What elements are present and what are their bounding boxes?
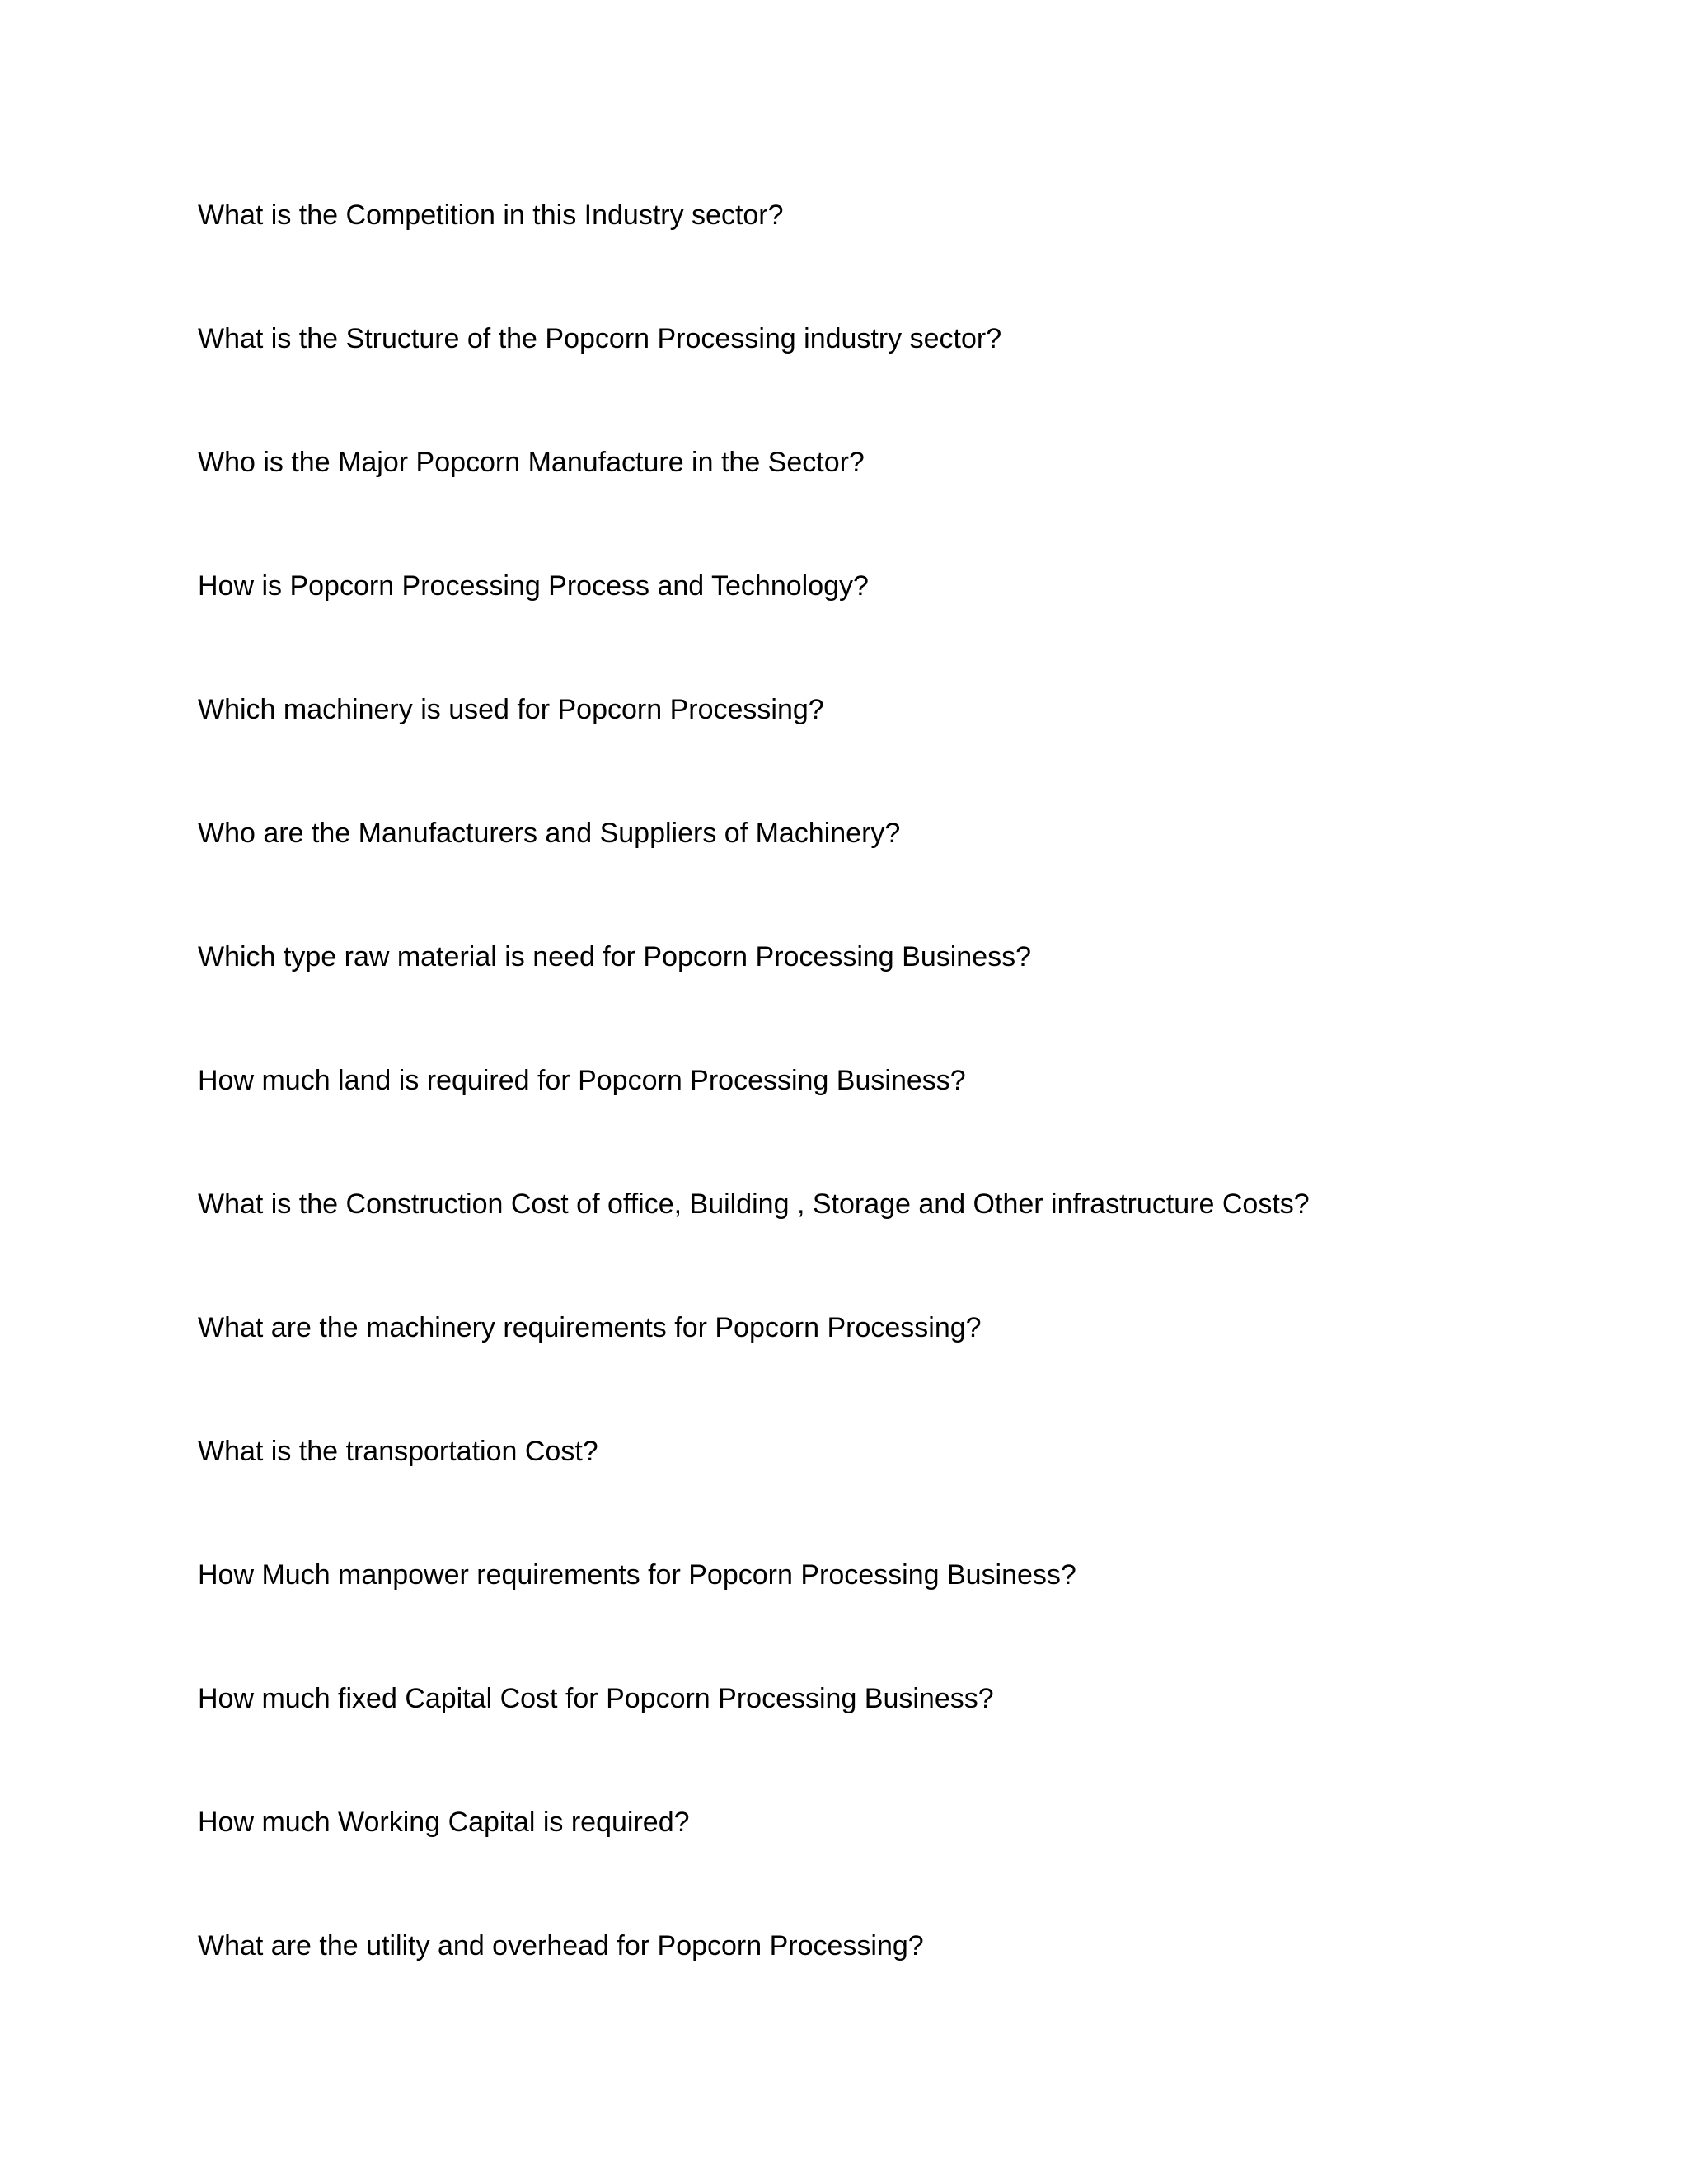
question-item: How much fixed Capital Cost for Popcorn Processing Business? — [198, 1683, 994, 1714]
question-item: Who is the Major Popcorn Manufacture in the Sector? — [198, 447, 865, 478]
question-item: Who are the Manufacturers and Suppliers of Machinery? — [198, 818, 901, 849]
question-item: What are the utility and overhead for Popcorn Processing? — [198, 1930, 924, 1961]
question-item: How Much manpower requirements for Popcorn Processing Business? — [198, 1559, 1076, 1591]
question-item: What is the Construction Cost of office, Building , Storage and Other infrastructure Costs? — [198, 1188, 1310, 1220]
question-item: What is the Competition in this Industry sector? — [198, 199, 784, 231]
question-item: How is Popcorn Processing Process and Technology? — [198, 570, 869, 602]
question-item: What is the Structure of the Popcorn Processing industry sector? — [198, 323, 1002, 354]
question-item: How much Working Capital is required? — [198, 1807, 690, 1838]
question-item: What is the transportation Cost? — [198, 1436, 598, 1467]
question-item: Which type raw material is need for Popcorn Processing Business? — [198, 941, 1032, 972]
question-item: What are the machinery requirements for Popcorn Processing? — [198, 1312, 982, 1343]
question-item: Which machinery is used for Popcorn Processing? — [198, 694, 824, 725]
question-list — [198, 194, 1599, 2049]
question-item: How much land is required for Popcorn Processing Business? — [198, 1065, 966, 1096]
